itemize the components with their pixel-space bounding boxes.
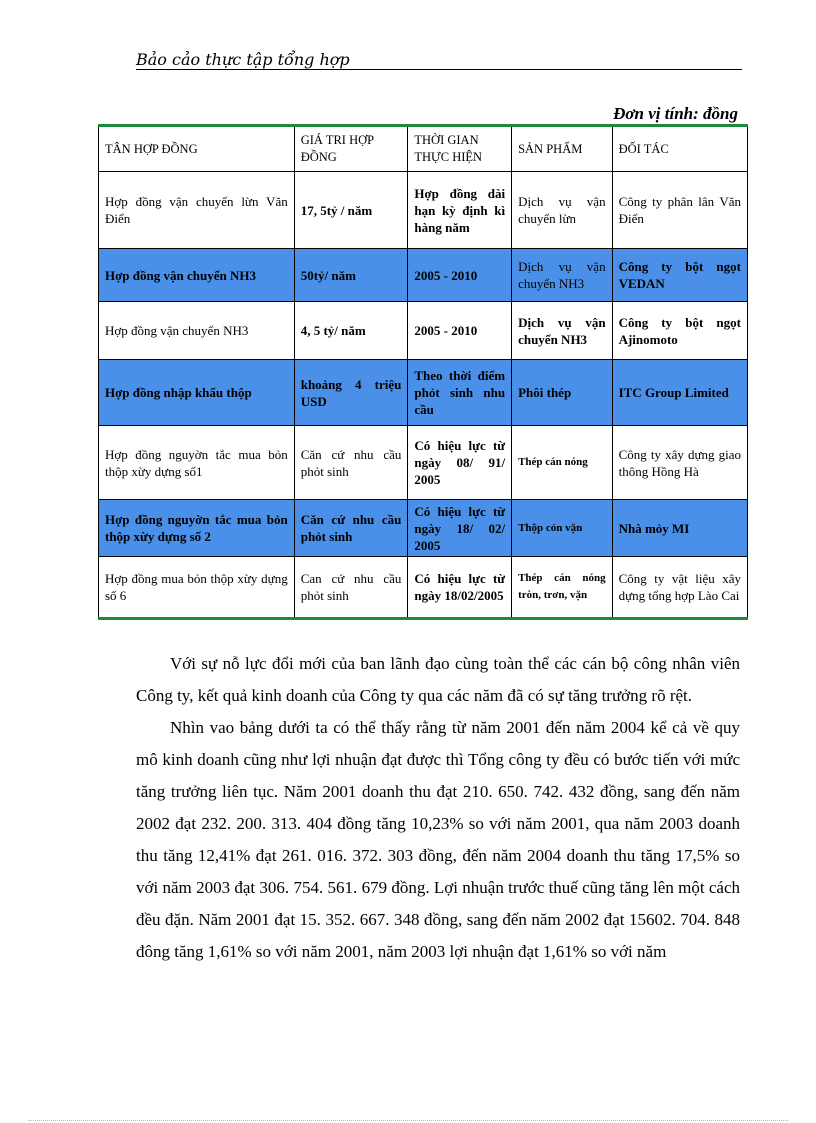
table-cell: Theo thời điểm phỏt sinh nhu cầu — [408, 360, 512, 426]
table-cell: Căn cứ nhu cầu phỏt sinh — [294, 426, 408, 500]
table-cell: ITC Group Limited — [612, 360, 747, 426]
column-header: THỜI GIAN THỰC HIỆN — [408, 126, 512, 172]
column-header: GIÁ TRI HỢP ĐỒNG — [294, 126, 408, 172]
unit-label: Đơn vị tính: đồng — [613, 104, 738, 123]
footer-divider — [28, 1120, 788, 1121]
table-row — [99, 249, 748, 302]
table-cell: Phôi thép — [512, 360, 613, 426]
table-cell: 17, 5tỷ / năm — [294, 172, 408, 249]
contracts-table — [98, 124, 748, 620]
table-cell: Hợp đồng vận chuyển lừn Văn Điển — [99, 172, 295, 249]
column-header: ĐỐI TÁC — [612, 126, 747, 172]
table-row — [99, 172, 748, 249]
table-cell: khoảng 4 triệu USD — [294, 360, 408, 426]
table-cell: Công ty bột ngọt VEDAN — [612, 249, 747, 302]
table-cell: Công ty bột ngọt Ajinomoto — [612, 302, 747, 360]
table-row — [99, 302, 748, 360]
table-cell: Nhà mỏy MI — [612, 500, 747, 557]
table-row — [99, 360, 748, 426]
table-cell: Hợp đồng vận chuyển NH3 — [99, 249, 295, 302]
table-cell: Thép cán nóng tròn, trơn, vặn — [512, 557, 613, 619]
table-cell: Hợp đồng dài hạn kỳ định kì hàng năm — [408, 172, 512, 249]
header-divider — [136, 69, 742, 70]
table-cell: Hợp đồng nguyờn tắc mua bỏn thộp xừy dựng số 2 — [99, 500, 295, 557]
table-row — [99, 557, 748, 619]
table-cell: Thép cán nóng — [512, 426, 613, 500]
table-cell: Có hiệu lực từ ngày 18/02/2005 — [408, 557, 512, 619]
table-cell: 50tỷ/ năm — [294, 249, 408, 302]
column-header: SẢN PHẨM — [512, 126, 613, 172]
table-cell: Hợp đồng nhập khẩu thộp — [99, 360, 295, 426]
table-cell: 2005 - 2010 — [408, 249, 512, 302]
table-cell: Công ty vật liệu xây dựng tổng hợp Lào Cai — [612, 557, 747, 619]
table-header-row — [99, 126, 748, 172]
page-header-title: Bảo cảo thực tập tổng hợp — [136, 50, 350, 69]
table-cell: Có hiệu lực từ ngày 18/ 02/ 2005 — [408, 500, 512, 557]
table-cell: Có hiệu lực từ ngày 08/ 91/ 2005 — [408, 426, 512, 500]
table-cell: Công ty xây dựng giao thông Hồng Hà — [612, 426, 747, 500]
column-header: TÂN HỢP ĐỒNG — [99, 126, 295, 172]
table-cell: Hợp đồng mua bỏn thộp xừy dựng số 6 — [99, 557, 295, 619]
paragraph: Nhìn vao bảng dưới ta có thể thấy rằng từ năm 2001 đến năm 2004 kể cả về quy mô kinh doanh cũng như lợi nhuận đạt được thì Tổng công ty đều có bước tiến với mức tăng trưởng liên tục. Năm 2001 doanh thu đạt 210. 650. 742. 432 đồng, sang đến năm 2002 đạt 232. 200. 313. 404 đồng tăng 10,23% so với năm 2001, qua năm 2003 doanh thu tăng 12,41% đạt 261. 016. 372. 303 đồng, đến năm 2004 doanh thu tăng 17,5% so với năm 2003 đạt 306. 754. 561. 679 đồng. Lợi nhuận trước thuế cũng tăng lên một cách đều đặn. Năm 2001 đạt 15. 352. 667. 348 đồng, sang đến năm 2002 đạt 15602. 704. 848 đông tăng 1,61% so với năm 2001, năm 2003 lợi nhuận đạt 1,61% so với năm — [136, 718, 740, 961]
table-row — [99, 500, 748, 557]
table-cell: Thộp cỏn vặn — [512, 500, 613, 557]
table-cell: 2005 - 2010 — [408, 302, 512, 360]
table-row — [99, 426, 748, 500]
table-cell: Căn cứ nhu cầu phỏt sinh — [294, 500, 408, 557]
table-cell: Hợp đồng nguyờn tắc mua bỏn thộp xừy dựng số1 — [99, 426, 295, 500]
table-cell: Can cứ nhu cầu phỏt sinh — [294, 557, 408, 619]
table-cell: Dịch vụ vận chuyển NH3 — [512, 302, 613, 360]
table-cell: Dịch vụ vận chuyển lừn — [512, 172, 613, 249]
table-cell: Công ty phân lân Văn Điển — [612, 172, 747, 249]
table-cell: Hợp đồng vận chuyển NH3 — [99, 302, 295, 360]
table-cell: 4, 5 tỷ/ năm — [294, 302, 408, 360]
paragraph: Với sự nỗ lực đổi mới của ban lãnh đạo cùng toàn thể các cán bộ công nhân viên Công ty, kết quả kinh doanh của Công ty qua các năm đã có sự tăng trưởng rõ rệt. — [136, 654, 740, 705]
table-cell: Dịch vụ vận chuyển NH3 — [512, 249, 613, 302]
body-text — [136, 648, 740, 968]
